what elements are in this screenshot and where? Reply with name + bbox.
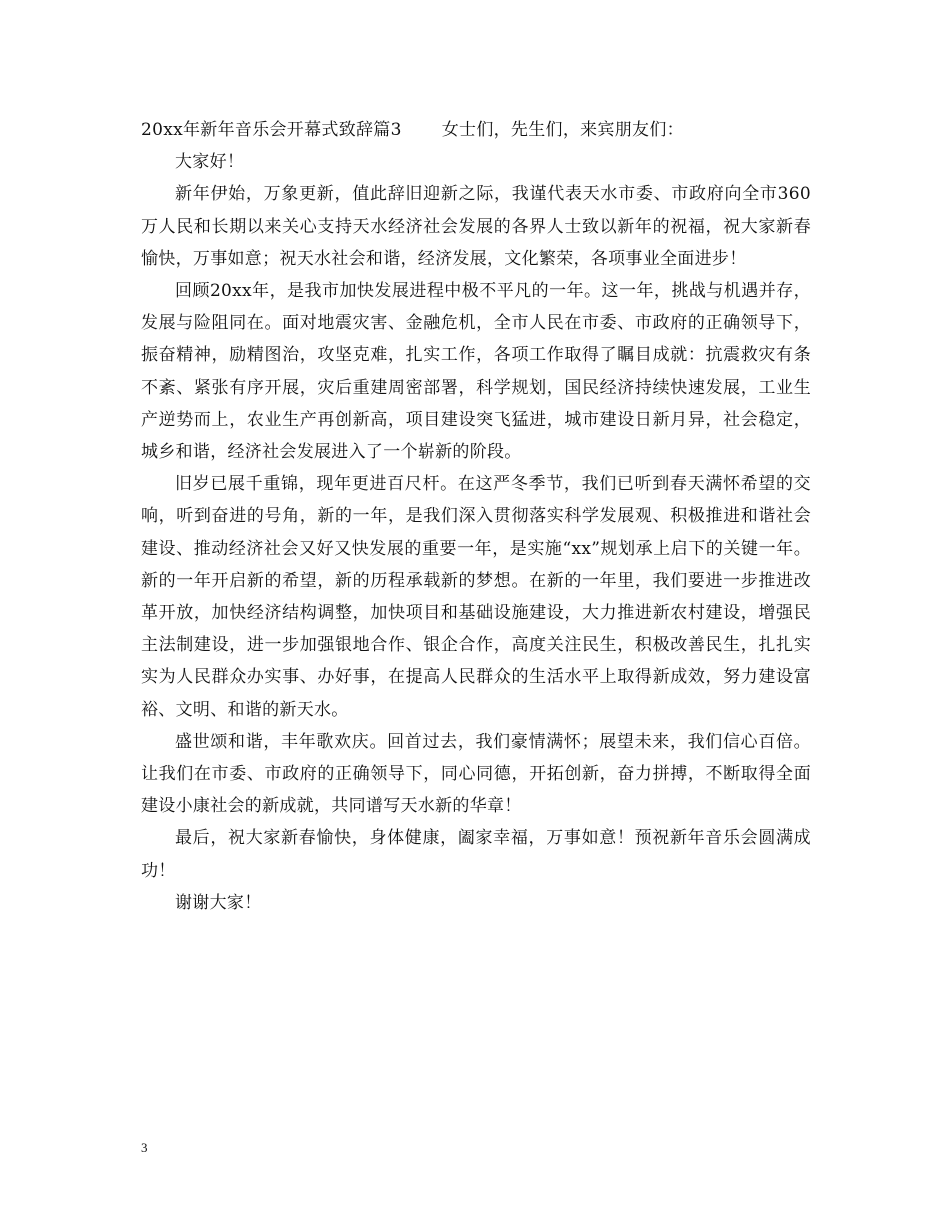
paragraph-new-year-wishes: 新年伊始，万象更新，值此辞旧迎新之际，我谨代表天水市委、市政府向全市360万人民和长期以来关心支持天水经济社会发展的各界人士致以新年的祝福，祝大家新春愉快，万事如意；祝天水社会和谐，经济发展，文化繁荣，各项事业全面进步！ (141, 184, 811, 269)
salutation: 女士们，先生们，来宾朋友们： (441, 120, 684, 140)
paragraph-outlook: 旧岁已展千重锦，现年更进百尺杆。在这严冬季节，我们已听到春天满怀希望的交响，听到奋进的号角，新的一年，是我们深入贯彻落实科学发展观、积极推进和谐社会建设、推动经济社会又好又快发展的重要一年，是实施“xx”规划承上启下的关键一年。新的一年开启新的希望，新的历程承载新的梦想。在新的一年里，我们要进一步推进改革开放，加快经济结构调整，加快项目和基础设施建设，大力推进新农村建设，增强民主法制建设，进一步加强银地合作、银企合作，高度关注民生，积极改善民生，扎扎实实为人民群众办实事、办好事，在提高人民群众的生活水平上取得新成效，努力建设富裕、文明、和谐的新天水。 (141, 474, 811, 720)
document-title: 20xx年新年音乐会开幕式致辞篇3 (141, 120, 402, 140)
paragraph-celebration: 盛世颂和谐，丰年歌欢庆。回首过去，我们豪情满怀；展望未来，我们信心百倍。让我们在市委、市政府的正确领导下，同心同德，开拓创新，奋力拼搏，不断取得全面建设小康社会的新成就，共同谱写天水新的华章！ (141, 731, 811, 817)
document-body (141, 114, 811, 919)
paragraph-closing-wishes: 最后，祝大家新春愉快，身体健康，阖家幸福，万事如意！预祝新年音乐会圆满成功！ (141, 828, 811, 881)
page-number: 3 (141, 1140, 148, 1155)
paragraph-review: 回顾20xx年，是我市加快发展进程中极不平凡的一年。这一年，挑战与机遇并存，发展与险阻同在。面对地震灾害、金融危机，全市人民在市委、市政府的正确领导下，振奋精神，励精图治，攻坚克难，扎实工作，各项工作取得了瞩目成就：抗震救灾有条不紊、紧张有序开展，灾后重建周密部署，科学规划，国民经济持续快速发展，工业生产逆势而上，农业生产再创新高，项目建设突飞猛进，城市建设日新月异，社会稳定，城乡和谐，经济社会发展进入了一个崭新的阶段。 (141, 281, 811, 463)
title-line (141, 114, 811, 146)
paragraph-greeting: 大家好！ (175, 152, 245, 173)
paragraph-thanks: 谢谢大家！ (175, 892, 262, 913)
